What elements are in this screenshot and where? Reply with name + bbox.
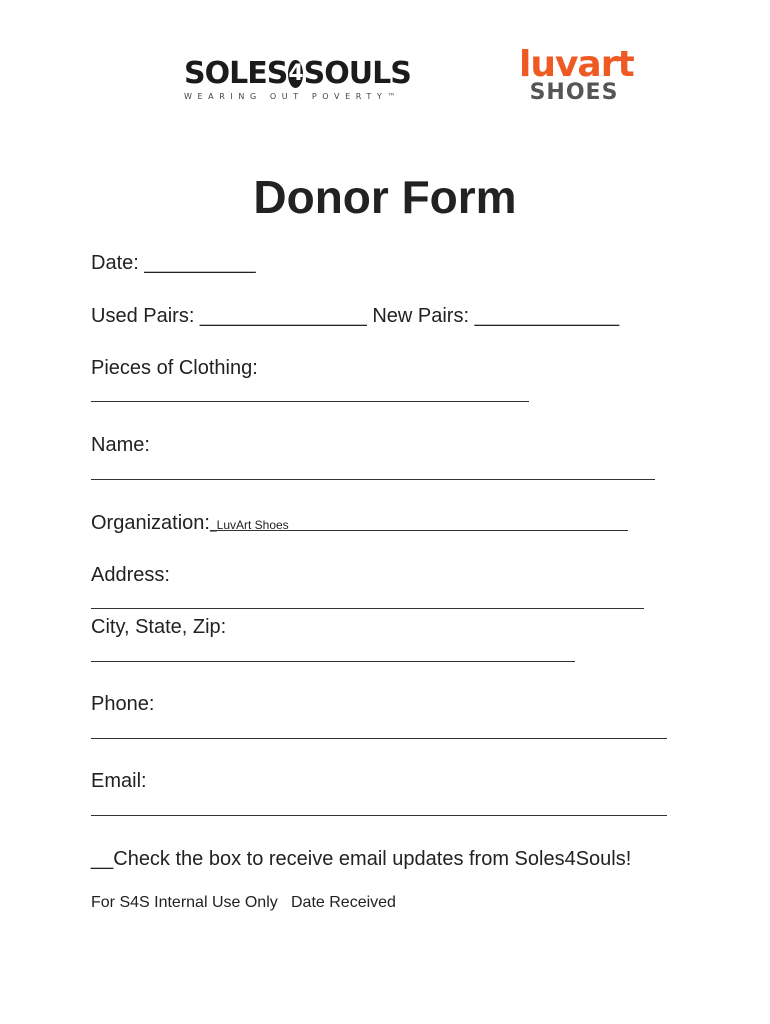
date-field[interactable]: Date: __________ (91, 252, 256, 274)
name-input-line[interactable] (91, 479, 655, 480)
address-label: Address: (91, 564, 170, 586)
organization-label-text: Organization: (91, 512, 210, 534)
luvart-shoes-logo (519, 44, 634, 105)
city-state-zip-input-line[interactable] (91, 661, 575, 662)
date-received-label: Date Received (291, 894, 396, 911)
pairs-fields[interactable]: Used Pairs: _______________ New Pairs: _____________ (91, 305, 620, 327)
soles4souls-logo (184, 56, 411, 106)
soles4souls-suffix: SOULS (303, 56, 411, 91)
address-input-line[interactable] (91, 608, 644, 609)
soles4souls-prefix: SOLES (184, 56, 288, 91)
organization-input-line[interactable] (210, 530, 628, 531)
internal-use-note: For S4S Internal Use Only (91, 894, 278, 911)
soles4souls-wordmark (184, 56, 411, 91)
organization-value[interactable]: _LuvArt Shoes (209, 518, 289, 532)
email-input-line[interactable] (91, 815, 667, 816)
soles4souls-tagline: WEARING OUT POVERTY™ (184, 92, 401, 101)
luvart-subtext: SHOES (529, 80, 619, 105)
soles4souls-digit: 4 (288, 61, 303, 86)
clothing-input-line[interactable] (91, 401, 529, 402)
form-title: Donor Form (253, 171, 517, 223)
name-label: Name: (91, 434, 150, 456)
email-updates-checkbox[interactable]: __Check the box to receive email updates from Soles4Souls! (91, 848, 632, 870)
city-state-zip-label: City, State, Zip: (91, 616, 227, 638)
luvart-wordmark: luvart (519, 44, 634, 85)
phone-input-line[interactable] (91, 738, 667, 739)
email-label: Email: (91, 770, 147, 792)
organization-label (91, 512, 289, 535)
phone-label: Phone: (91, 693, 155, 715)
clothing-label: Pieces of Clothing: (91, 357, 258, 379)
